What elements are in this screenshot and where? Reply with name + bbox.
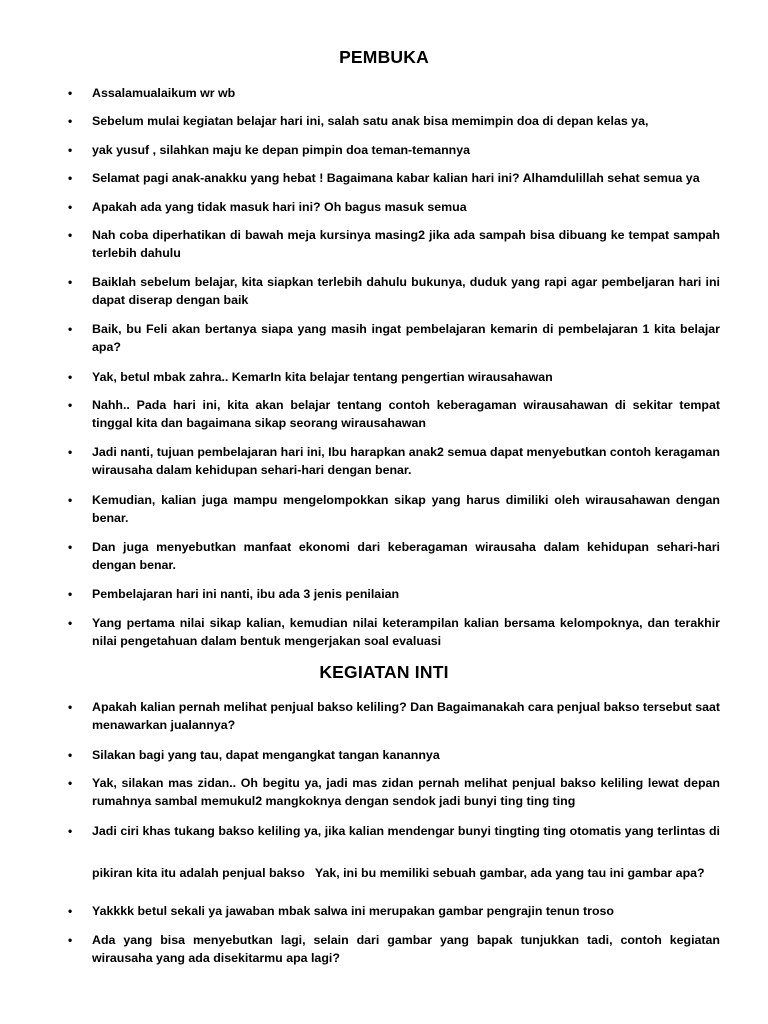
list-item: • Nah coba diperhatikan di bawah meja kursinya masing2 jika ada sampah bisa dibuang ke tempat sampah terlebih dahulu [92, 226, 720, 262]
list-item: • Selamat pagi anak-anakku yang hebat ! Bagaimana kabar kalian hari ini? Alhamdulillah sehat semua ya [92, 169, 720, 187]
list-item: • Sebelum mulai kegiatan belajar hari ini, salah satu anak bisa memimpin doa di depan kelas ya, [92, 112, 720, 130]
list-item: • Baik, bu Feli akan bertanya siapa yang masih ingat pembelajaran kemarin di pembelajaran 1 kita belajar apa? [92, 320, 720, 356]
list-item: • Jadi ciri khas tukang bakso keliling ya, jika kalian mendengar bunyi tingting ting otomatis yang terlintas di [92, 822, 720, 840]
list-item: • Kemudian, kalian juga mampu mengelompokkan sikap yang harus dimiliki oleh wirausahawan dengan benar. [92, 491, 720, 527]
list-item: • Pembelajaran hari ini nanti, ibu ada 3 jenis penilaian [92, 585, 720, 603]
list-item: • Baiklah sebelum belajar, kita siapkan terlebih dahulu bukunya, duduk yang rapi agar pembeljaran hari ini dapat diserap dengan baik [92, 273, 720, 309]
list-item: • Ada yang bisa menyebutkan lagi, selain dari gambar yang bapak tunjukkan tadi, contoh kegiatan wirausaha yang ada disekitarmu apa lagi? [92, 931, 720, 967]
list-item: • Yakkkk betul sekali ya jawaban mbak salwa ini merupakan gambar pengrajin tenun troso [92, 902, 720, 920]
list-item: • yak yusuf , silahkan maju ke depan pimpin doa teman-temannya [92, 141, 720, 159]
list-item-continuation: pikiran kita itu adalah penjual bakso Yak, ini bu memiliki sebuah gambar, ada yang tau ini gambar apa? [92, 866, 705, 880]
list-item: • Jadi nanti, tujuan pembelajaran hari ini, Ibu harapkan anak2 semua dapat menyebutkan contoh keragaman wirausaha dalam kehidupan sehari-hari dengan benar. [92, 443, 720, 479]
section-heading-pembuka: PEMBUKA [339, 47, 429, 67]
list-item: • Silakan bagi yang tau, dapat mengangkat tangan kanannya [92, 746, 720, 764]
list-item: • Yak, silakan mas zidan.. Oh begitu ya, jadi mas zidan pernah melihat penjual bakso keliling lewat depan rumahnya sambal memukul2 mangkoknya dengan sendok jadi bunyi ting ting ting [92, 774, 720, 810]
list-item: • Apakah kalian pernah melihat penjual bakso keliling? Dan Bagaimanakah cara penjual bakso tersebut saat menawarkan jualannya? [92, 698, 720, 734]
list-item: • Yak, betul mbak zahra.. KemarIn kita belajar tentang pengertian wirausahawan [92, 368, 720, 386]
list-item: • Yang pertama nilai sikap kalian, kemudian nilai keterampilan kalian bersama kelompoknya, dan terakhir nilai pengetahuan dalam bentuk mengerjakan soal evaluasi [92, 614, 720, 650]
list-item: • Assalamualaikum wr wb [92, 84, 720, 102]
section-heading-kegiatan-inti: KEGIATAN INTI [319, 662, 449, 682]
list-item: • Apakah ada yang tidak masuk hari ini? Oh bagus masuk semua [92, 198, 720, 216]
list-item: • Dan juga menyebutkan manfaat ekonomi dari keberagaman wirausaha dalam kehidupan sehari-hari dengan benar. [92, 538, 720, 574]
list-item: • Nahh.. Pada hari ini, kita akan belajar tentang contoh keberagaman wirausahawan di sekitar tempat tinggal kita dan bagaimana sikap seorang wirausahawan [92, 396, 720, 432]
